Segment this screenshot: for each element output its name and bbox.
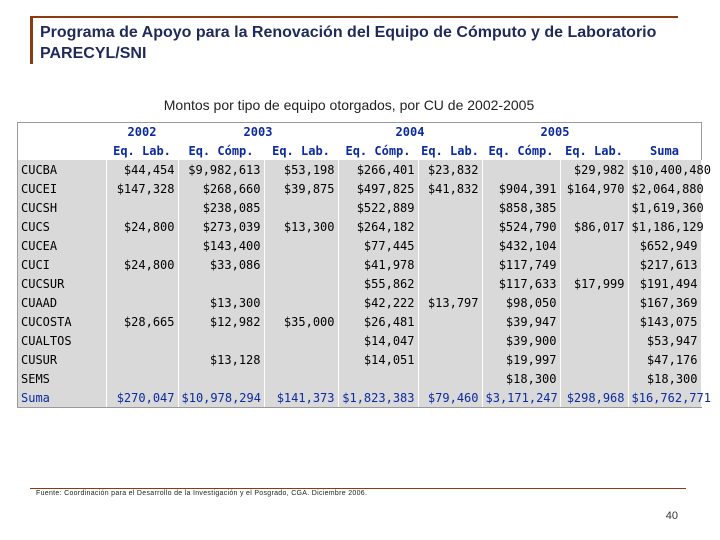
corner-cell — [18, 141, 106, 160]
row-label: CUCOSTA — [18, 312, 106, 331]
column-header: Eq. Lab. — [106, 141, 178, 160]
table-cell — [106, 369, 178, 388]
column-header: Eq. Cómp. — [178, 141, 264, 160]
row-label: CUAAD — [18, 293, 106, 312]
table-cell: $42,222 — [338, 293, 418, 312]
table-cell — [418, 198, 482, 217]
table-cell — [560, 293, 628, 312]
year-header: 2004 — [338, 123, 482, 141]
table-body — [18, 160, 711, 407]
table-cell: $55,862 — [338, 274, 418, 293]
table-cell — [418, 331, 482, 350]
page-number: 40 — [665, 510, 678, 522]
table-cell: $522,889 — [338, 198, 418, 217]
table-cell: $14,051 — [338, 350, 418, 369]
table-cell: $238,085 — [178, 198, 264, 217]
table-cell: $1,619,360 — [628, 198, 701, 217]
row-label: CUCBA — [18, 160, 106, 179]
row-label: CUCEI — [18, 179, 106, 198]
table-cell: $13,300 — [178, 293, 264, 312]
column-header: Eq. Lab. — [418, 141, 482, 160]
table-cell: $652,949 — [628, 236, 701, 255]
table-cell: $9,982,613 — [178, 160, 264, 179]
table-cell: $41,978 — [338, 255, 418, 274]
table-cell — [560, 255, 628, 274]
row-label: CUCSH — [18, 198, 106, 217]
table-cell: $39,900 — [482, 331, 560, 350]
table-cell: $1,186,129 — [628, 217, 701, 236]
title-top-rule — [30, 16, 678, 18]
table-cell: $53,947 — [628, 331, 701, 350]
sum-cell: $79,460 — [418, 388, 482, 407]
table-cell — [482, 160, 560, 179]
year-header: 2002 — [106, 123, 178, 141]
year-header-row — [18, 123, 701, 141]
table-cell: $264,182 — [338, 217, 418, 236]
table-cell: $18,300 — [482, 369, 560, 388]
table-cell: $167,369 — [628, 293, 701, 312]
column-header: Eq. Cómp. — [482, 141, 560, 160]
table-cell — [178, 274, 264, 293]
table-cell: $13,300 — [264, 217, 338, 236]
table-cell: $858,385 — [482, 198, 560, 217]
table-row — [18, 179, 701, 198]
table-cell: $39,947 — [482, 312, 560, 331]
column-header: Eq. Lab. — [264, 141, 338, 160]
table-cell — [560, 331, 628, 350]
table-row — [18, 350, 701, 369]
table-cell — [418, 255, 482, 274]
table-cell: $266,401 — [338, 160, 418, 179]
year-header: 2003 — [178, 123, 338, 141]
table-cell: $17,999 — [560, 274, 628, 293]
column-header: Eq. Cómp. — [338, 141, 418, 160]
table-cell — [418, 312, 482, 331]
row-label: CUCS — [18, 217, 106, 236]
table-cell — [264, 293, 338, 312]
table-cell — [418, 369, 482, 388]
year-header-empty — [628, 123, 701, 141]
table-cell: $143,075 — [628, 312, 701, 331]
table-cell: $41,832 — [418, 179, 482, 198]
table-cell: $29,982 — [560, 160, 628, 179]
title-accent-bar — [30, 16, 33, 64]
sum-cell: $10,978,294 — [178, 388, 264, 407]
funding-table — [18, 123, 711, 407]
table-cell — [560, 236, 628, 255]
row-label: CUCEA — [18, 236, 106, 255]
table-row — [18, 160, 701, 179]
column-header: Eq. Lab. — [560, 141, 628, 160]
table-cell: $432,104 — [482, 236, 560, 255]
table-cell: $14,047 — [338, 331, 418, 350]
table-row — [18, 312, 701, 331]
table-row — [18, 255, 701, 274]
table-cell: $13,128 — [178, 350, 264, 369]
sum-cell: $298,968 — [560, 388, 628, 407]
row-label: CUALTOS — [18, 331, 106, 350]
table-cell — [264, 331, 338, 350]
table-cell — [418, 274, 482, 293]
table-row — [18, 369, 701, 388]
row-label: CUSUR — [18, 350, 106, 369]
table-cell — [418, 236, 482, 255]
source-footnote: Fuente: Coordinación para el Desarrollo de la Investigación y el Posgrado, CGA. Diciembre 2006. — [36, 490, 368, 497]
table-cell — [264, 198, 338, 217]
sum-row-label: Suma — [18, 388, 106, 407]
table-cell: $24,800 — [106, 217, 178, 236]
table-cell — [264, 350, 338, 369]
table-cell: $164,970 — [560, 179, 628, 198]
table-cell — [560, 350, 628, 369]
table-cell: $143,400 — [178, 236, 264, 255]
corner-cell — [18, 123, 106, 141]
table-cell: $44,454 — [106, 160, 178, 179]
sum-cell: $141,373 — [264, 388, 338, 407]
table-cell: $35,000 — [264, 312, 338, 331]
table-cell — [418, 350, 482, 369]
table-cell: $191,494 — [628, 274, 701, 293]
table-cell: $904,391 — [482, 179, 560, 198]
table-cell: $18,300 — [628, 369, 701, 388]
table-cell: $23,832 — [418, 160, 482, 179]
sum-cell: $3,171,247 — [482, 388, 560, 407]
table-cell — [560, 198, 628, 217]
table-cell — [106, 293, 178, 312]
table-cell: $26,481 — [338, 312, 418, 331]
table-row — [18, 217, 701, 236]
table-cell — [338, 369, 418, 388]
table-cell: $524,790 — [482, 217, 560, 236]
table-cell: $2,064,880 — [628, 179, 701, 198]
table-row — [18, 274, 701, 293]
table-cell: $497,825 — [338, 179, 418, 198]
table-cell: $273,039 — [178, 217, 264, 236]
row-label: SEMS — [18, 369, 106, 388]
table-cell — [560, 369, 628, 388]
table-cell: $47,176 — [628, 350, 701, 369]
sum-cell: $16,762,771 — [628, 388, 701, 407]
table-cell: $217,613 — [628, 255, 701, 274]
table-row — [18, 331, 701, 350]
column-header: Suma — [628, 141, 701, 160]
table-subtitle: Montos por tipo de equipo otorgados, por CU de 2002-2005 — [163, 97, 535, 113]
funding-table-container — [17, 122, 711, 408]
table-row — [18, 236, 701, 255]
table-row — [18, 198, 701, 217]
slide-title: Programa de Apoyo para la Renovación del Equipo de Cómputo y de Laboratorio PARECYL/SNI — [40, 24, 657, 62]
table-cell: $10,400,480 — [628, 160, 701, 179]
table-cell: $86,017 — [560, 217, 628, 236]
table-cell: $28,665 — [106, 312, 178, 331]
table-cell — [106, 236, 178, 255]
column-header-row — [18, 141, 701, 160]
table-cell — [178, 369, 264, 388]
table-cell — [264, 236, 338, 255]
table-cell: $147,328 — [106, 179, 178, 198]
table-cell: $117,749 — [482, 255, 560, 274]
table-cell: $33,086 — [178, 255, 264, 274]
table-cell — [418, 217, 482, 236]
table-cell: $24,800 — [106, 255, 178, 274]
sum-cell: $270,047 — [106, 388, 178, 407]
row-label: CUCI — [18, 255, 106, 274]
table-cell — [106, 350, 178, 369]
table-row — [18, 293, 701, 312]
table-cell: $98,050 — [482, 293, 560, 312]
footer-rule — [30, 488, 686, 489]
table-cell: $268,660 — [178, 179, 264, 198]
table-cell: $12,982 — [178, 312, 264, 331]
table-cell — [106, 331, 178, 350]
table-cell: $19,997 — [482, 350, 560, 369]
table-cell — [106, 274, 178, 293]
table-cell — [264, 274, 338, 293]
table-cell: $53,198 — [264, 160, 338, 179]
table-cell — [560, 312, 628, 331]
table-cell: $117,633 — [482, 274, 560, 293]
table-cell — [264, 255, 338, 274]
table-cell — [264, 369, 338, 388]
table-cell: $13,797 — [418, 293, 482, 312]
sum-cell: $1,823,383 — [338, 388, 418, 407]
table-cell — [106, 198, 178, 217]
sum-row — [18, 388, 701, 407]
row-label: CUCSUR — [18, 274, 106, 293]
table-cell: $77,445 — [338, 236, 418, 255]
table-cell — [178, 331, 264, 350]
year-header: 2005 — [482, 123, 628, 141]
table-cell: $39,875 — [264, 179, 338, 198]
